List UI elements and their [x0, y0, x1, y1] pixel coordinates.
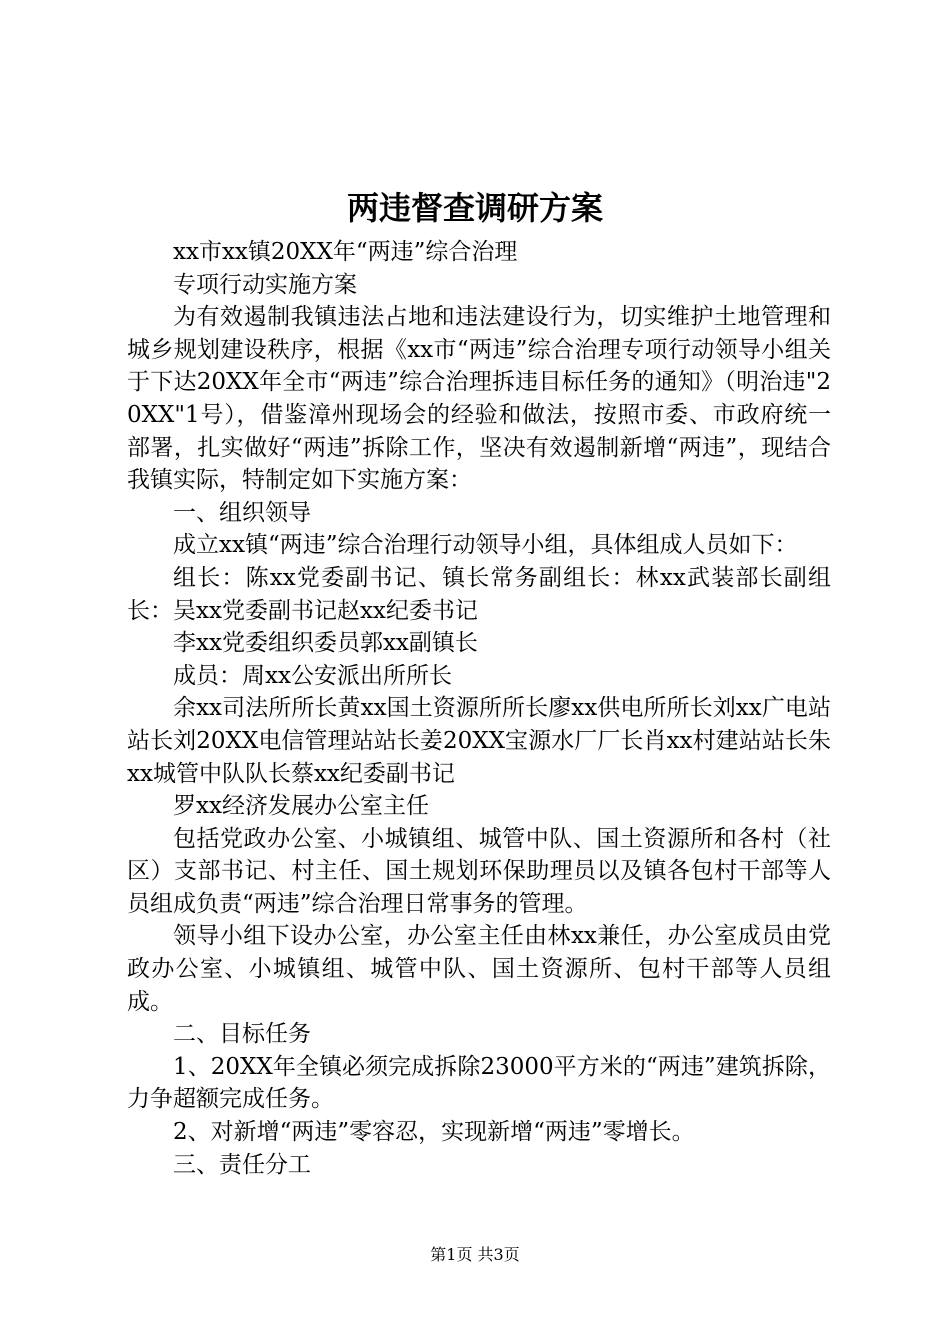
document-body — [127, 236, 831, 1181]
paragraph: xx市xx镇20XX年“两违”综合治理 — [173, 239, 518, 265]
paragraph: 包括党政办公室、小城镇组、城管中队、国土资源所和各村（社区）支部书记、村主任、国土规划环保助理员以及镇各包村干部等人员组成负责“两违”综合治理日常事务的管理。 — [127, 825, 831, 917]
paragraph: 成立xx镇“两违”综合治理行动领导小组，具体组成人员如下： — [173, 532, 798, 559]
paragraph: 为有效遏制我镇违法占地和违法建设行为，切实维护土地管理和城乡规划建设秩序，根据《xx市“两违”综合治理专项行动领导小组关于下达20XX年全市“两违”综合治理拆违目标任务的通知》（明治违"20XX"1号），借鉴漳州现场会的经验和做法，按照市委、市政府统一部署，扎实做好“两违”拆除工作，坚决有效遏制新增“两违”，现结合我镇实际，特制定如下实施方案： — [127, 304, 831, 494]
paragraph: 领导小组下设办公室，办公室主任由林xx兼任，办公室成员由党政办公室、小城镇组、城管中队、国土资源所、包村干部等人员组成。 — [127, 923, 831, 1015]
page-number: 第1页 共3页 — [430, 1245, 520, 1264]
paragraph: 1、20XX年全镇必须完成拆除23000平方米的“两违”建筑拆除，力争超额完成任务。 — [127, 1053, 831, 1113]
paragraph: 余xx司法所所长黄xx国土资源所所长廖xx供电所所长刘xx广电站站长刘20XX电信管理站站长姜20XX宝源水厂厂长肖xx村建站站长朱xx城管中队队长蔡xx纪委副书记 — [127, 695, 831, 787]
paragraph: 成员：周xx公安派出所所长 — [173, 662, 452, 689]
paragraph: 专项行动实施方案 — [173, 271, 357, 298]
section-heading: 三、责任分工 — [173, 1151, 311, 1178]
paragraph: 2、对新增“两违”零容忍，实现新增“两违”零增长。 — [173, 1119, 695, 1146]
paragraph: 组长：陈xx党委副书记、镇长常务副组长：林xx武装部长副组长：吴xx党委副书记赵xx纪委书记 — [127, 564, 831, 624]
paragraph: 李xx党委组织委员郭xx副镇长 — [173, 630, 478, 657]
page-title: 两违督查调研方案 — [346, 189, 603, 227]
section-heading: 二、目标任务 — [173, 1021, 311, 1048]
section-heading: 一、组织领导 — [173, 499, 311, 526]
paragraph: 罗xx经济发展办公室主任 — [173, 793, 429, 820]
